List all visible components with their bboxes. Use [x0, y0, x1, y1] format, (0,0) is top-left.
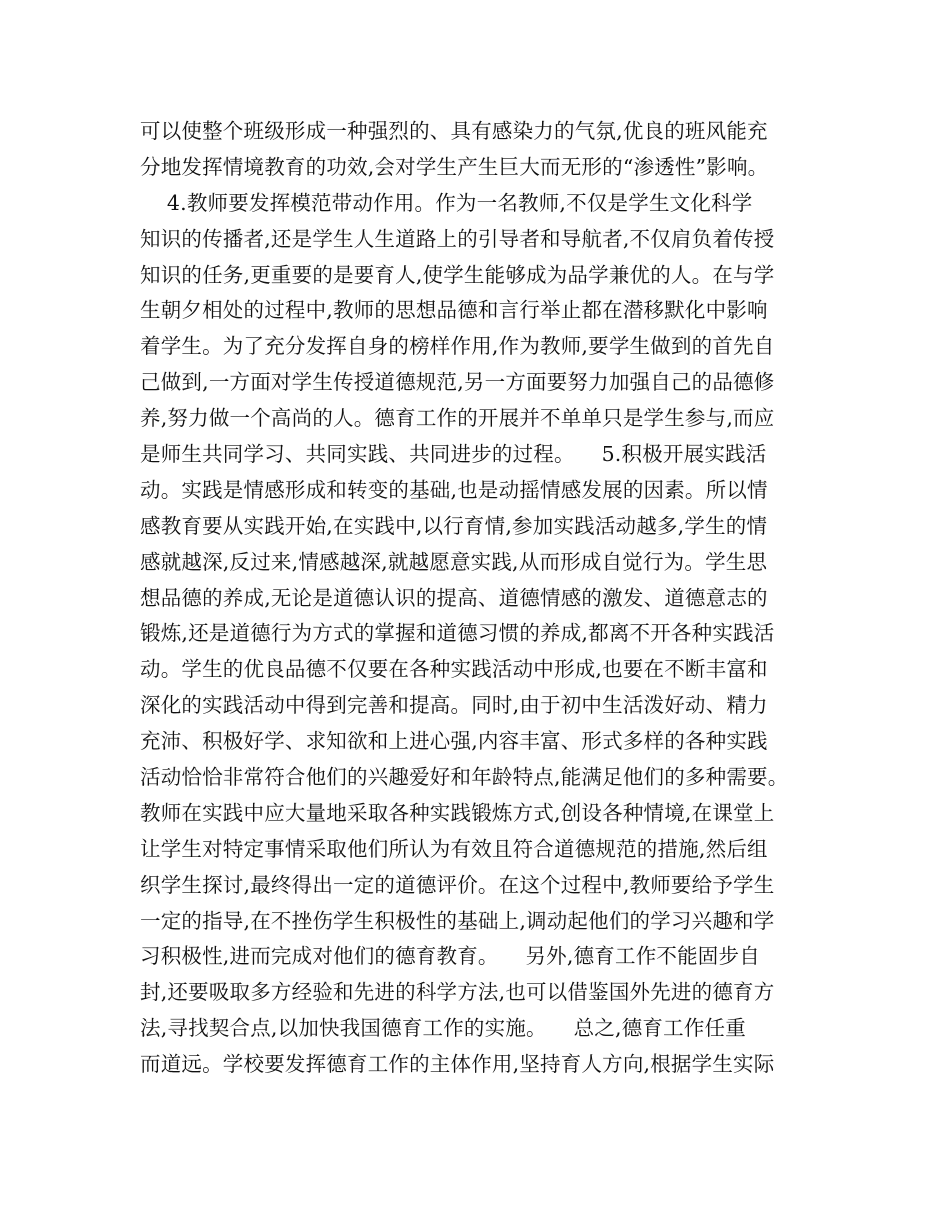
text-line: 着学生。为了充分发挥自身的榜样作用,作为教师,要学生做到的首先自	[140, 334, 775, 359]
text-line: 锻炼,还是道德行为方式的掌握和道德习惯的养成,都离不开各种实践活	[140, 621, 775, 646]
text-line: 感就越深,反过来,情感越深,就越愿意实践,从而形成自觉行为。学生思	[140, 549, 768, 574]
text-line: 动。实践是情感形成和转变的基础,也是动摇情感发展的因素。所以情	[140, 477, 768, 502]
text-line: 而道远。学校要发挥德育工作的主体作用,坚持育人方向,根据学生实际	[140, 1052, 775, 1077]
text-line: 己做到,一方面对学生传授道德规范,另一方面要努力加强自己的品德修	[140, 370, 775, 395]
text-line: 可以使整个班级形成一种强烈的、具有感染力的气氛,优良的班风能充	[140, 119, 768, 143]
text-line: 一定的指导,在不挫伤学生积极性的基础上,调动起他们的学习兴趣和学	[140, 908, 775, 933]
text-line: 让学生对特定事情采取他们所认为有效且符合道德规范的措施,然后组	[140, 836, 768, 861]
text-line: 生朝夕相处的过程中,教师的思想品德和言行举止都在潜移默化中影响	[140, 298, 768, 323]
text-line: 封,还要吸取多方经验和先进的科学方法,也可以借鉴国外先进的德育方	[140, 980, 775, 1005]
text-line: 教师在实践中应大量地采取各种实践锻炼方式,创设各种情境,在课堂上	[140, 800, 775, 825]
text-line: 活动恰恰非常符合他们的兴趣爱好和年龄特点,能满足他们的多种需要。	[140, 765, 789, 790]
text-line: 深化的实践活动中得到完善和提高。同时,由于初中生活泼好动、精力	[140, 693, 768, 718]
text-line: 习积极性,进而完成对他们的德育教育。 另外,德育工作不能固步自	[140, 944, 760, 969]
text-line: 知识的任务,更重要的是要育人,使学生能够成为品学兼优的人。在与学	[140, 262, 775, 287]
text-line: 想品德的养成,无论是道德认识的提高、道德情感的激发、道德意志的	[140, 585, 768, 610]
text-line: 织学生探讨,最终得出一定的道德评价。在这个过程中,教师要给予学生	[140, 872, 775, 897]
text-line: 4.教师要发挥模范带动作用。作为一名教师,不仅是学生文化科学	[140, 190, 753, 215]
text-line: 知识的传播者,还是学生人生道路上的引导者和导航者,不仅肩负着传授	[140, 226, 775, 251]
text-line: 分地发挥情境教育的功效,会对学生产生巨大而无形的“渗透性”影响。	[140, 154, 769, 179]
text-line: 法,寻找契合点,以加快我国德育工作的实施。 总之,德育工作任重	[140, 1016, 746, 1041]
text-line: 感教育要从实践开始,在实践中,以行育情,参加实践活动越多,学生的情	[140, 513, 768, 538]
text-line: 动。学生的优良品德不仅要在各种实践活动中形成,也要在不断丰富和	[140, 657, 768, 682]
text-line: 养,努力做一个高尚的人。德育工作的开展并不单单只是学生参与,而应	[140, 406, 775, 431]
text-line: 是师生共同学习、共同实践、共同进步的过程。 5.积极开展实践活	[140, 442, 767, 467]
body-text	[140, 114, 830, 1083]
text-line: 充沛、积极好学、求知欲和上进心强,内容丰富、形式多样的各种实践	[140, 729, 768, 754]
